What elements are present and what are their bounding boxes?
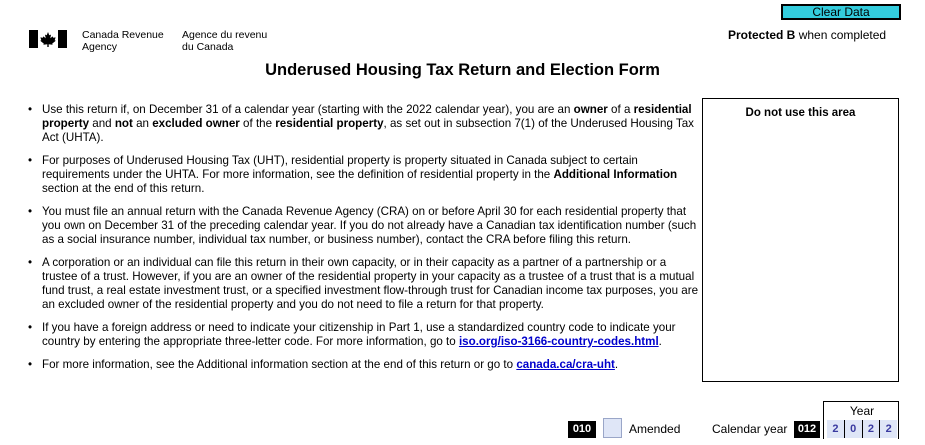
year-label: Year xyxy=(849,404,875,418)
instruction-text: . xyxy=(658,335,662,348)
line-code-amended: 010 xyxy=(568,421,596,438)
instruction-text: and xyxy=(89,117,115,130)
form-title: Underused Housing Tax Return and Election Form xyxy=(265,61,660,79)
calendar-year-field xyxy=(823,401,899,439)
year-digit[interactable]: 2 xyxy=(879,420,897,438)
iso-country-codes-link[interactable]: iso.org/iso-3166-country-codes.html xyxy=(458,335,659,348)
instruction-text: section at the end of this return. xyxy=(42,182,205,195)
agency-name-english xyxy=(82,29,164,53)
protected-notice xyxy=(728,28,886,42)
line-code-calendar-year: 012 xyxy=(794,421,820,438)
instruction-text: of a xyxy=(607,103,634,116)
agency-name-french xyxy=(182,29,267,53)
instruction-text: If you have a foreign address or need to indicate your citizenship in Part 1, use a standardized country code to indicate your country by entering the appropriate three-letter code. For more information, go to xyxy=(42,321,676,348)
instruction-text: You must file an annual return with the Canada Revenue Agency (CRA) on or before April 30 for each residential property that you own on December 31 of the preceding calendar year. If you do not already have a Canadian tax identification number (such as a social insurance number, individual tax number, or business number), contact the CRA before filing this return. xyxy=(42,205,697,246)
instruction-emphasis: owner xyxy=(573,103,608,116)
instruction-emphasis: Additional Information xyxy=(553,168,678,181)
do-not-use-area xyxy=(702,98,899,382)
year-digit[interactable]: 2 xyxy=(832,423,839,435)
agency-fr-line2: du Canada xyxy=(182,41,234,53)
agency-en-line2: Agency xyxy=(82,41,118,53)
instruction-text: , as set out in subsection 7(1) of the Underused Housing Tax Act (UHTA). xyxy=(42,117,694,144)
instructions-list xyxy=(28,103,700,381)
instruction-item xyxy=(28,205,700,247)
cra-uht-link[interactable]: canada.ca/cra-uht xyxy=(516,358,615,371)
amended-checkbox[interactable] xyxy=(603,418,622,438)
amended-label: Amended xyxy=(629,422,681,436)
instruction-text: . xyxy=(614,358,619,371)
do-not-use-label: Do not use this area xyxy=(745,107,856,119)
instruction-item xyxy=(28,358,700,372)
instruction-text: of the xyxy=(239,117,276,130)
instruction-text: A corporation or an individual can file this return in their own capacity, or in their capacity as a partner of a partnership or a trustee of a trust. However, if you are an owner of the residential property in your capacity as a trustee of a trust that is a mutual fund trust, a real estate investment trust, or a specified investment flow-through trust for Canadian income tax purposes, you are an excluded owner of the residential property and you do not need to file a return for that property. xyxy=(42,256,699,311)
instruction-item xyxy=(28,256,700,312)
instruction-emphasis: excluded owner xyxy=(152,117,240,130)
canada-flag-icon xyxy=(29,30,67,48)
clear-data-button[interactable]: Clear Data xyxy=(781,4,901,20)
instruction-item xyxy=(28,103,700,145)
year-input[interactable] xyxy=(827,420,897,438)
instruction-text: For more information, see the Additional information section at the end of this return or go to xyxy=(42,358,517,371)
instruction-emphasis: residential property xyxy=(275,117,384,130)
instruction-item xyxy=(28,321,700,349)
instruction-text: For purposes of Underused Housing Tax (UHT), residential property is property situated in Canada subject to certain requirements under the UHTA. For more information, see the definition of residential property in the xyxy=(42,154,638,181)
instruction-emphasis: not xyxy=(114,117,133,130)
year-digit[interactable]: 2 xyxy=(862,420,880,438)
agency-en-line1: Canada Revenue xyxy=(82,29,164,41)
year-digit[interactable]: 0 xyxy=(844,420,862,438)
instruction-item xyxy=(28,154,700,196)
calendar-year-label: Calendar year xyxy=(712,422,788,436)
protected-level: Protected B xyxy=(728,28,796,42)
instruction-text: an xyxy=(132,117,153,130)
protected-suffix: when completed xyxy=(795,28,887,42)
instruction-emphasis: residential property xyxy=(42,103,692,130)
instruction-text: Use this return if, on December 31 of a calendar year (starting with the 2022 calendar year), you are an xyxy=(42,103,574,116)
agency-fr-line1: Agence du revenu xyxy=(182,29,268,41)
